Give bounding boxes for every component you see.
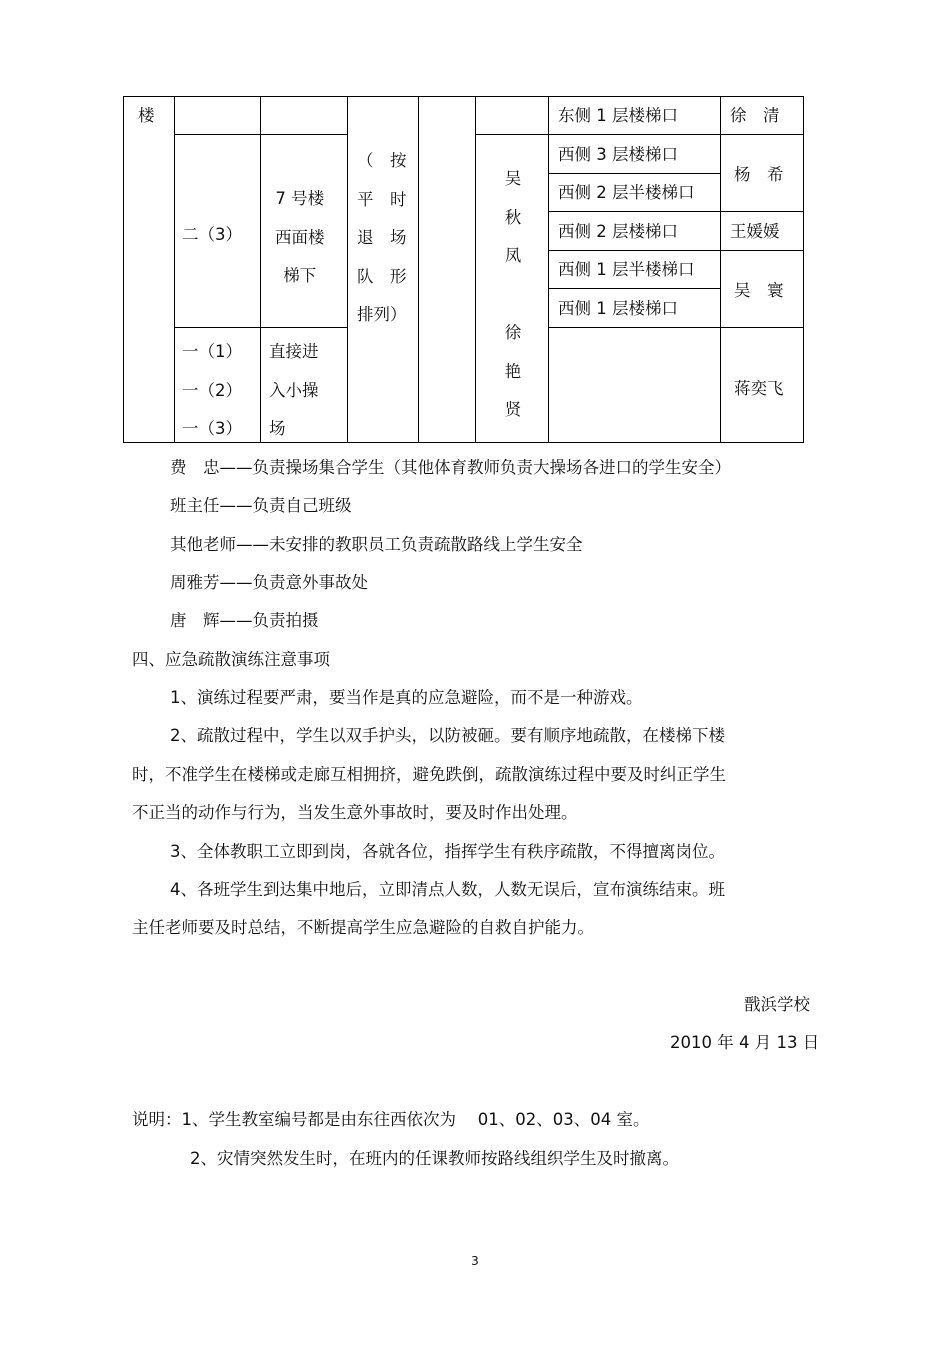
table-rule [548,211,804,212]
signature-school: 戬浜学校 [744,995,810,1014]
duty-line: 周雅芳——负责意外事故处 [170,573,368,592]
table-rule [548,250,804,251]
method-line: 退 场 [357,228,407,247]
table-col-line [260,96,261,443]
cell-location-west-1: 西侧 1 层楼梯口 [558,299,678,318]
table-border-left [123,96,124,443]
leader-char: 贤 [504,400,522,419]
site-line: 场 [269,419,286,438]
note-line: 1、演练过程要严肃，要当作是真的应急避险，而不是一种游戏。 [170,688,643,707]
table-rule [548,327,804,328]
site-line: 7 号楼 [275,189,325,208]
method-line: （ 按 [357,151,407,170]
method-line: 队 形 [357,266,407,286]
cell-leaders [503,160,523,430]
table-border-top [123,96,804,97]
cell-site-building7 [275,180,325,296]
table-rule [174,327,348,328]
class-line: 一（1） [182,342,242,361]
site-line: 梯下 [283,266,317,285]
note-line: 4、各班学生到达集中地后，立即清点人数，人数无误后，宣布演练结束。班 [170,880,725,899]
class-line: 一（3） [182,419,242,438]
table-col-line [548,96,549,443]
method-line: 排列） [357,305,407,324]
cell-location-west-2: 西侧 2 层楼梯口 [558,222,678,241]
note-line: 主任老师要及时总结，不断提高学生应急避险的自救自护能力。 [132,918,594,937]
leader-char: 秋 [504,207,522,227]
note-line: 不正当的动作与行为，当发生意外事故时，要及时作出处理。 [132,803,578,822]
site-line: 西面楼 [275,227,325,247]
cell-person-yang: 杨 希 [734,165,784,184]
table-col-line [347,96,348,443]
cell-person-jiang: 蒋奕飞 [734,379,784,398]
class-line: 一（2） [182,380,242,400]
note-line: 时，不准学生在楼梯或走廊互相拥挤，避免跌倒，疏散演练过程中要及时纠正学生 [132,765,726,784]
duty-line: 费 忠——负责操场集合学生（其他体育教师负责大操场各进口的学生安全） [170,458,731,477]
explanation-line-2: 2、灾情突然发生时，在班内的任课教师按路线组织学生及时撤离。 [190,1149,679,1168]
cell-method [357,142,407,335]
table-border-right [803,96,804,443]
signature-date: 2010 年 4 月 13 日 [670,1033,820,1052]
table-rule [476,134,804,135]
cell-class-2-3: 二（3） [182,225,242,244]
duty-line: 唐 辉——负责拍摄 [170,611,319,630]
note-line: 3、全体教职工立即到岗，各就各位，指挥学生有秩序疏散，不得擅离岗位。 [170,842,725,861]
table-rule [548,173,721,174]
leader-char: 徐 [504,323,522,342]
duty-line: 其他老师——未安排的教职员工负责疏散路线上学生安全 [170,535,583,554]
leader-char: 凤 [504,246,522,265]
cell-site-playground [269,333,319,449]
cell-person-wu: 吴 寰 [734,281,784,300]
cell-location-west-1-5: 西侧 1 层半楼梯口 [558,260,695,279]
leader-char: 艳 [504,361,522,381]
table-col-line [475,96,476,443]
table-rule [174,134,348,135]
table-col-line [174,96,175,443]
duty-line: 班主任——负责自己班级 [170,496,352,515]
cell-location-west-3: 西侧 3 层楼梯口 [558,145,678,164]
cell-person-wang: 王媛媛 [730,222,780,241]
site-line: 入小操 [269,380,319,400]
leader-char [503,276,523,315]
cell-building: 楼 [138,106,155,125]
leader-char: 吴 [504,169,522,188]
cell-classes-grade1 [182,333,242,449]
cell-location-west-2-5: 西侧 2 层半楼梯口 [558,183,695,202]
table-col-line [720,96,721,443]
evacuation-table [123,96,804,443]
explanation-line-1: 说明：1、学生教室编号都是由东往西依次为 01、02、03、04 室。 [132,1110,650,1129]
site-line: 直接进 [269,342,319,361]
cell-location-east-1: 东侧 1 层楼梯口 [558,106,678,125]
table-col-line [418,96,419,443]
note-line: 2、疏散过程中，学生以双手护头，以防被砸。要有顺序地疏散，在楼梯下楼 [170,726,725,745]
method-line: 平 时 [357,189,407,209]
section-4-title: 四、应急疏散演练注意事项 [132,650,330,669]
page-number: 3 [471,1254,479,1268]
cell-person-xu: 徐 清 [730,106,780,125]
table-rule [548,288,721,289]
